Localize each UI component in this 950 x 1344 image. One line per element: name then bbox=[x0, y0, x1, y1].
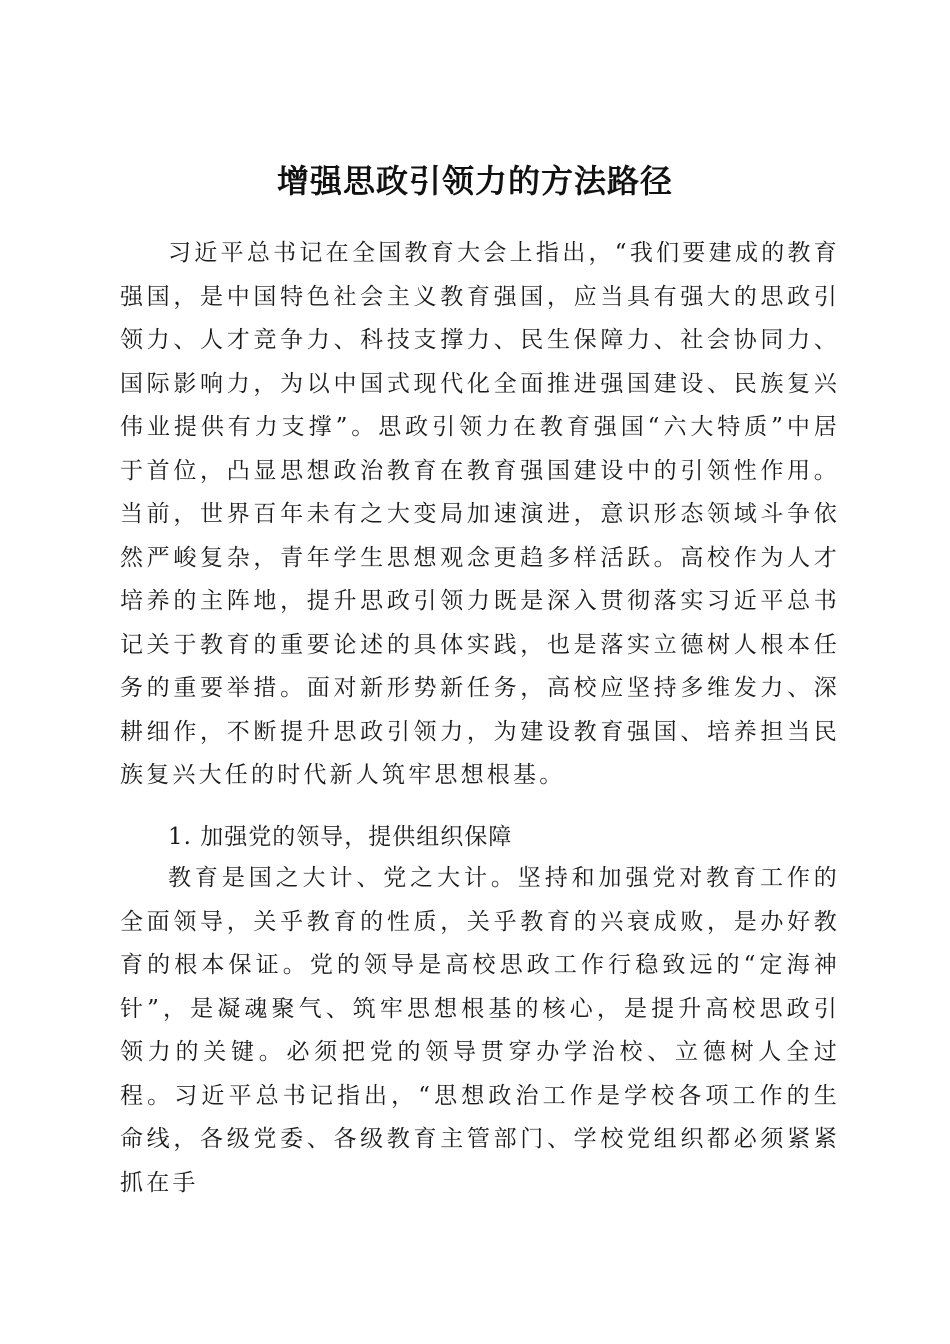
page-title: 增强思政引领力的方法路径 bbox=[276, 162, 673, 201]
body-paragraph-section-1: 教育是国之大计、党之大计。坚持和加强党对教育工作的全面领导，关乎教育的性质，关乎教育的兴衰成败，是办好教育的根本保证。党的领导是高校思政工作行稳致远的“定海神针”，是凝魂聚气、筑牢思想根基的核心，是提升高校思政引领力的关键。必须把党的领导贯穿办学治校、立德树人全过程。习近平总书记指出，“思想政治工作是学校各项工作的生命线，各级党委、各级教育主管部门、学校党组织都必须紧紧抓在手 bbox=[120, 865, 840, 1196]
section-heading-1: 1. 加强党的领导，提供组织保障 bbox=[168, 824, 513, 850]
body-paragraph-intro: 习近平总书记在全国教育大会上指出，“我们要建成的教育强国，是中国特色社会主义教育强国，应当具有强大的思政引领力、人才竞争力、科技支撑力、民生保障力、社会协同力、国际影响力，为以中国式现代化全面推进强国建设、民族复兴伟业提供有力支撑”。思政引领力在教育强国“六大特质”中居于首位，凸显思想政治教育在教育强国建设中的引领性作用。当前，世界百年未有之大变局加速演进，意识形态领域斗争依然严峻复杂，青年学生思想观念更趋多样活跃。高校作为人才培养的主阵地，提升思政引领力既是深入贯彻落实习近平总书记关于教育的重要论述的具体实践，也是落实立德树人根本任务的重要举措。面对新形势新任务，高校应坚持多维发力、深耕细作，不断提升思政引领力，为建设教育强国、培养担当民族复兴大任的时代新人筑牢思想根基。 bbox=[120, 240, 840, 788]
